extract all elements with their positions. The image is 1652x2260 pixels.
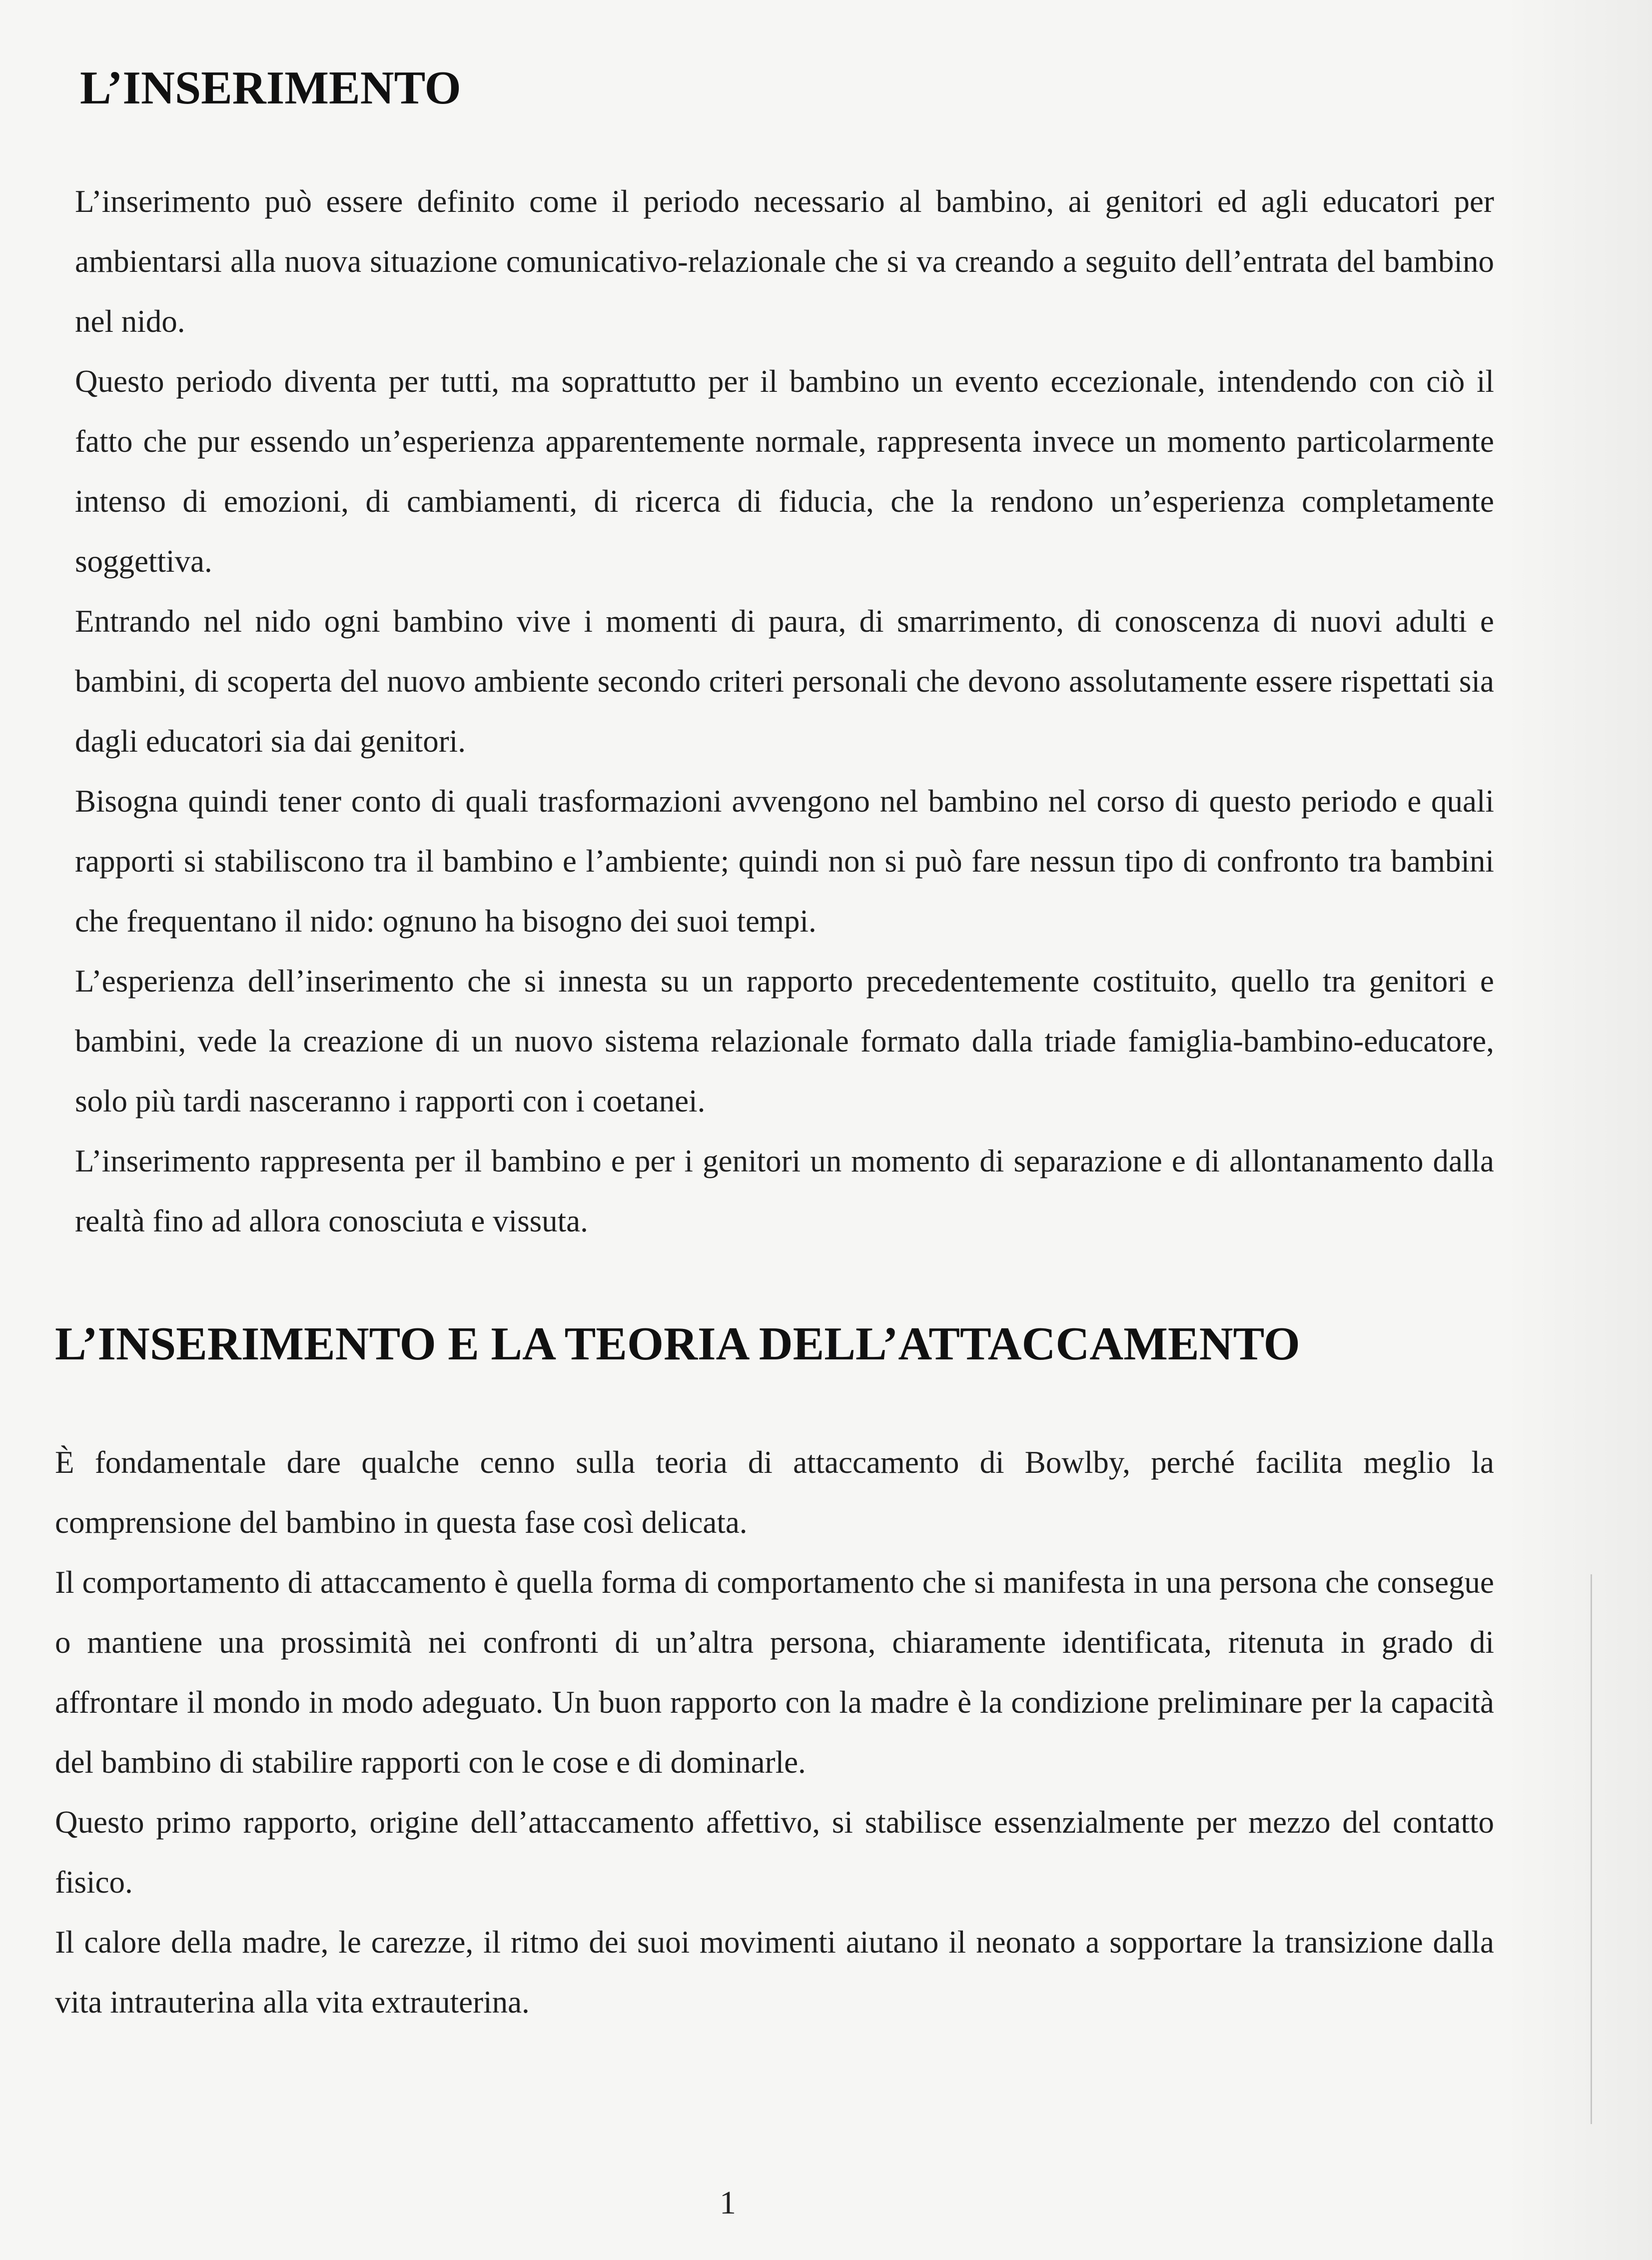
paragraph: L’inserimento può essere definito come il periodo necessario al bambino, ai genitori ed agli educatori per ambientarsi alla nuova situazione comunicativo-relazionale che si va creando a seguito dell’entrata del bambino nel nido. — [75, 183, 1494, 339]
paragraph: Questo primo rapporto, origine dell’attaccamento affettivo, si stabilisce essenzialmente per mezzo del contatto fisico. — [55, 1804, 1494, 1900]
section-title: L’INSERIMENTO E LA TEORIA DELL’ATTACCAMENTO — [55, 1317, 1300, 1370]
paragraph: L’inserimento rappresenta per il bambino e per i genitori un momento di separazione e di allontanamento dalla realtà fino ad allora conosciuta e vissuta. — [75, 1143, 1494, 1238]
scan-artifact-line — [1591, 1574, 1592, 2124]
paragraph: Il comportamento di attaccamento è quella forma di comportamento che si manifesta in una persona che consegue o mantiene una prossimità nei confronti di un’altra persona, chiaramente identificata, ritenuta in grado di affrontare il mondo in modo adeguato. Un buon rapporto con la madre è la condizione preliminare per la capacità del bambino di stabilire rapporti con le cose e di dominarle. — [55, 1564, 1494, 1780]
section-teoria-attaccamento — [55, 1316, 1494, 2032]
paragraph: Questo periodo diventa per tutti, ma soprattutto per il bambino un evento eccezionale, intendendo con ciò il fatto che pur essendo un’esperienza apparentemente normale, rappresenta invece un momento particolarmente intenso di emozioni, di cambiamenti, di ricerca di fiducia, che la rendono un’esperienza completamente soggettiva. — [75, 363, 1494, 579]
paragraph: L’esperienza dell’inserimento che si innesta su un rapporto precedentemente costituito, quello tra genitori e bambini, vede la creazione di un nuovo sistema relazionale formato dalla triade famiglia-bambino-educatore, solo più tardi nasceranno i rapporti con i coetanei. — [75, 963, 1494, 1119]
page-number: 1 — [720, 2185, 736, 2221]
paragraph: Entrando nel nido ogni bambino vive i momenti di paura, di smarrimento, di conoscenza di nuovi adulti e bambini, di scoperta del nuovo ambiente secondo criteri personali che devono assolutamente essere rispettati sia dagli educatori sia dai genitori. — [75, 603, 1494, 759]
paragraph: Bisogna quindi tener conto di quali trasformazioni avvengono nel bambino nel corso di questo periodo e quali rapporti si stabiliscono tra il bambino e l’ambiente; quindi non si può fare nessun tipo di confronto tra bambini che frequentano il nido: ognuno ha bisogno dei suoi tempi. — [75, 783, 1494, 939]
document-content — [55, 60, 1494, 2032]
section-title: L’INSERIMENTO — [80, 62, 461, 114]
paragraph: Il calore della madre, le carezze, il ritmo dei suoi movimenti aiutano il neonato a sopportare la transizione dalla vita intrauterina alla vita extrauterina. — [55, 1924, 1494, 2020]
scan-shadow — [1502, 0, 1652, 2260]
section-inserimento — [55, 60, 1494, 1251]
paragraph: È fondamentale dare qualche cenno sulla teoria di attaccamento di Bowlby, perché facilita meglio la comprensione del bambino in questa fase così delicata. — [55, 1444, 1494, 1540]
